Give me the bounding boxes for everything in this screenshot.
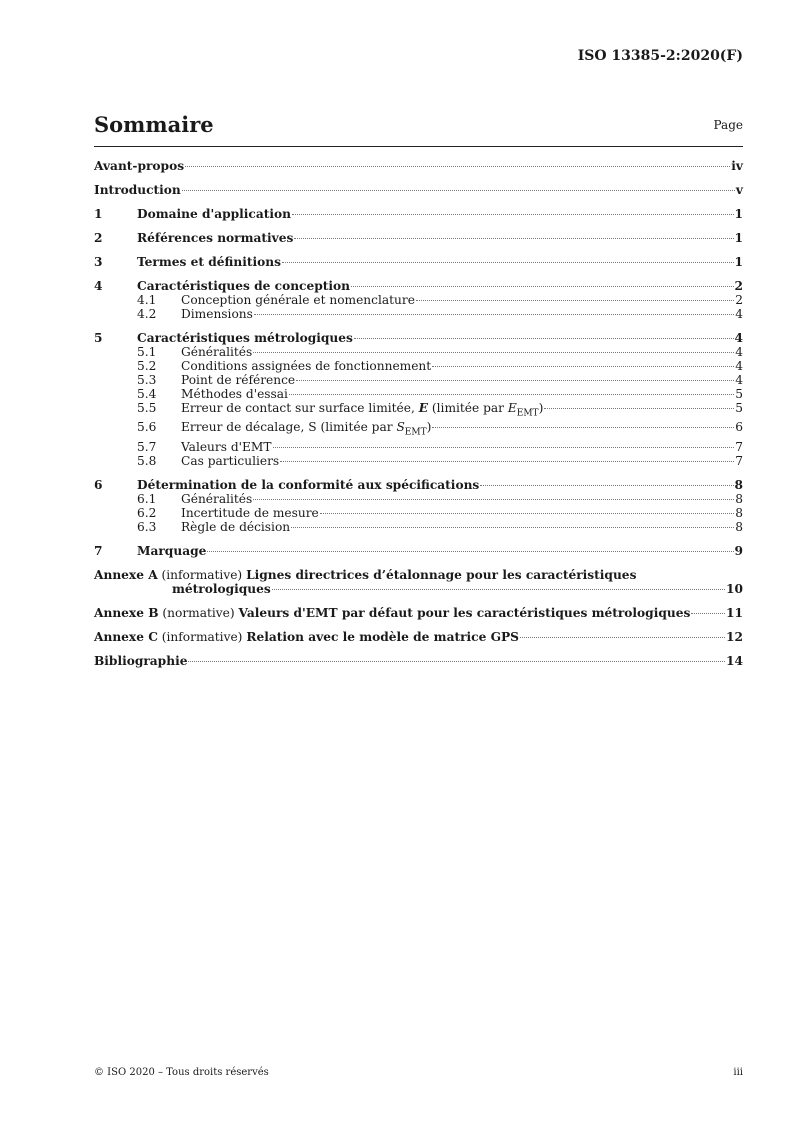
page-column-label: Page [713,118,743,132]
toc-entry-5-3[interactable]: 5.3 Point de référence 4 [137,373,743,387]
toc-entry-annex-a[interactable]: Annexe A (informative) Lignes directrices d’étalonnage pour les caractéristiques métrologiques 10 [94,567,743,596]
toc-entry-annex-b[interactable]: Annexe B (normative) Valeurs d'EMT par défaut pour les caractéristiques métrologiques 11 [94,605,743,620]
toc-entry-5-2[interactable]: 5.2 Conditions assignées de fonctionnement 4 [137,359,743,373]
toc-entry-6-1[interactable]: 6.1 Généralités 8 [137,491,743,506]
toc-entry-5-7[interactable]: 5.7 Valeurs d'EMT 7 [137,439,743,454]
page-title: Sommaire [94,112,214,137]
toc-entry-5-1[interactable]: 5.1 Généralités 4 [137,345,743,359]
table-of-contents [94,151,743,668]
document-id: ISO 13385-2:2020(F) [577,48,743,64]
toc-entry-5[interactable]: 5 Caractéristiques métrologiques 4 [94,331,743,345]
toc-entry-5-5[interactable]: 5.5 Erreur de contact sur surface limitée, E (limitée par $E_{EMT}$) 5 [137,401,743,419]
toc-entry-4-2[interactable]: 4.2 Dimensions 4 [137,307,743,321]
toc-entry-5-4[interactable]: 5.4 Méthodes d'essai 5 [137,387,743,401]
title-rule [94,146,743,147]
footer-page-number: iii [733,1067,743,1078]
toc-entry-3[interactable]: 3 Termes et définitions 1 [94,255,743,269]
toc-entry-avant-propos[interactable]: Avant-propos iv [94,159,743,173]
toc-entry-6-3[interactable]: 6.3 Règle de décision 8 [137,519,743,534]
toc-entry-6[interactable]: 6 Détermination de la conformité aux spécifications 8 [94,477,743,492]
toc-entry-4[interactable]: 4 Caractéristiques de conception 2 [94,279,743,293]
toc-entry-7[interactable]: 7 Marquage 9 [94,543,743,558]
toc-entry-annex-c[interactable]: Annexe C (informative) Relation avec le modèle de matrice GPS 12 [94,629,743,644]
toc-entry-bibliographie[interactable]: Bibliographie 14 [94,653,743,668]
toc-entry-2[interactable]: 2 Références normatives 1 [94,231,743,245]
toc-entry-6-2[interactable]: 6.2 Incertitude de mesure 8 [137,505,743,520]
footer-copyright: © ISO 2020 – Tous droits réservés [94,1067,269,1078]
toc-entry-5-6[interactable]: 5.6 Erreur de décalage, S (limitée par $S_{EMT}$) 6 [137,420,743,438]
toc-entry-5-8[interactable]: 5.8 Cas particuliers 7 [137,453,743,468]
toc-entry-introduction[interactable]: Introduction v [94,183,743,197]
toc-entry-1[interactable]: 1 Domaine d'application 1 [94,207,743,221]
toc-entry-4-1[interactable]: 4.1 Conception générale et nomenclature 2 [137,293,743,307]
